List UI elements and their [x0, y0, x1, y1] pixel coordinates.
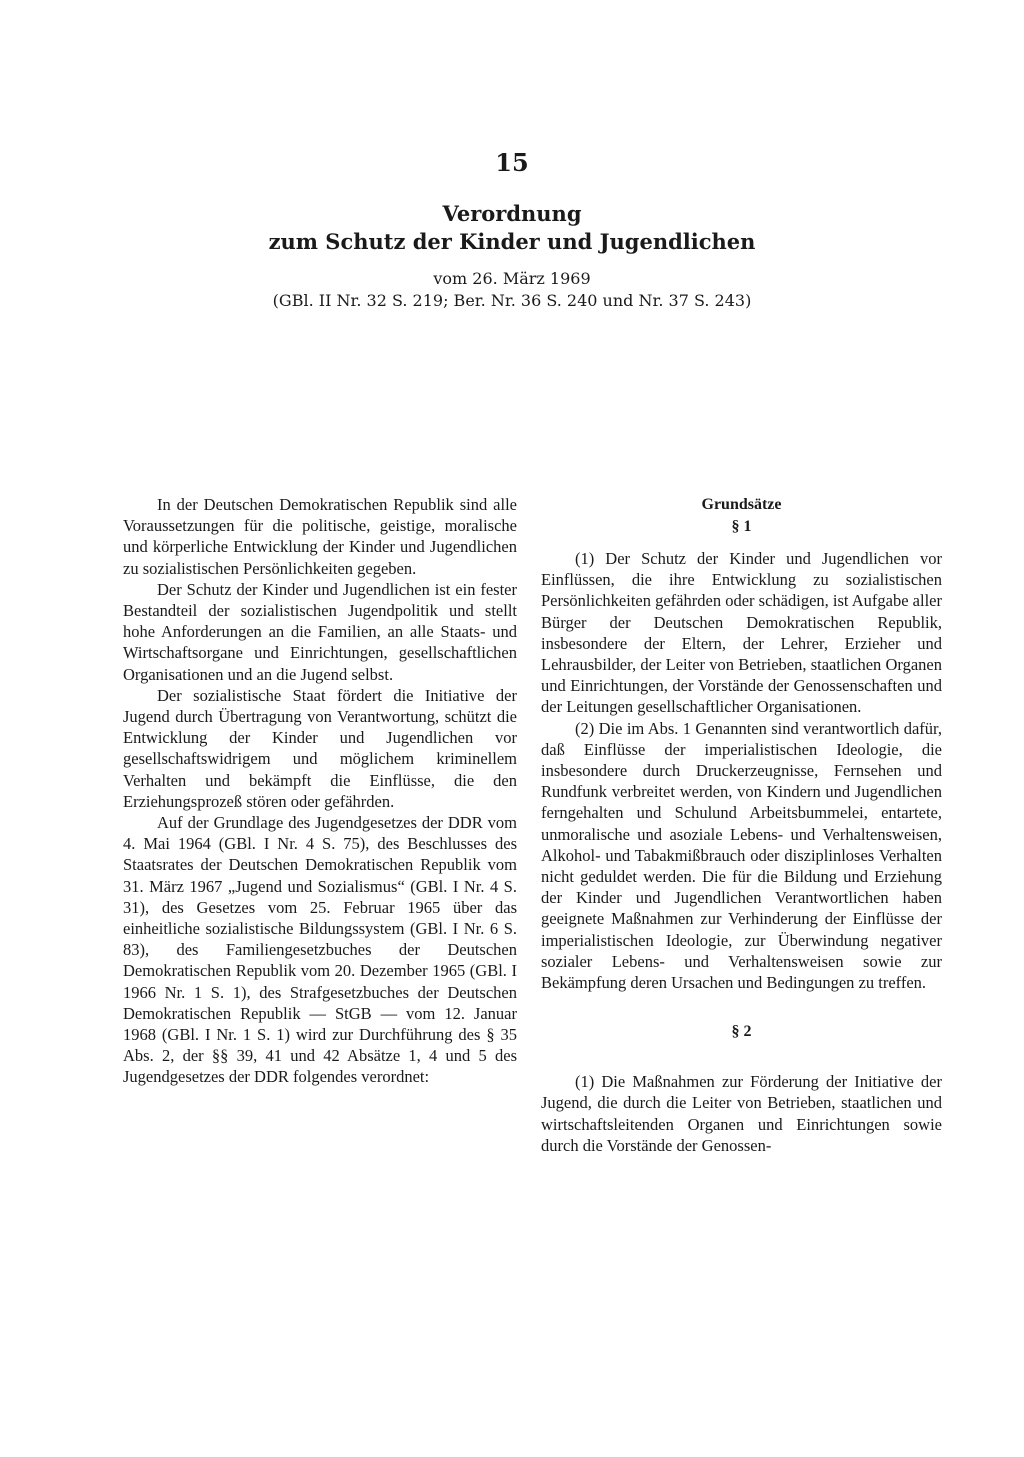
paragraph-heading-2: § 2 — [731, 1023, 752, 1041]
paragraph-1-item-1: (1) Der Schutz der Kinder und Jugendlichen vor Einflüssen, die ihre Entwicklung zu sozialistischen Persönlichkeiten gefährden oder schädigen, ist Aufgabe aller Bürger der Deutschen Demokratischen Republik, insbesondere der Eltern, der Lehrer, Erzieher und Lehrausbilder, der Leiter von Betrieben, staatlichen Organen und Einrichtungen, der Vorstände der Genossenschaften und der Leitungen gesellschaftlicher Organisationen. — [541, 549, 942, 717]
paragraph-2-item-1: (1) Die Maßnahmen zur Förderung der Initiative der Jugend, die durch die Leiter von Betrieben, staatlichen und wirtschaftsleitenden Organen und Einrichtungen sowie durch die Vorstände der Genossen- — [541, 1072, 942, 1155]
document-title — [0, 200, 1024, 256]
preamble-paragraph-3: Der sozialistische Staat fördert die Initiative der Jugend durch Übertragung von Verantwortung, schützt die Entwicklung der Kinder und Jugendlichen vor gesellschaftswidrigem und möglichem kriminellem Verhalten und bekämpft die Einflüsse, die den Erziehungsprozeß stören oder gefährden. — [123, 685, 517, 811]
date-line: vom 26. März 1969 — [433, 269, 591, 288]
preamble-paragraph-2: Der Schutz der Kinder und Jugendlichen ist ein fester Bestandteil der sozialistischen Jugendpolitik und stellt hohe Anforderungen an die Familien, an alle Staats- und Wirtschaftsorgane und Einrichtungen, gesellschaftlichen Organisationen und an die Jugend selbst. — [123, 579, 517, 684]
section-heading-grundsaetze: Grundsätze — [701, 496, 782, 513]
document-subtitle — [0, 268, 1024, 312]
source-line: (GBl. II Nr. 32 S. 219; Ber. Nr. 36 S. 240 und Nr. 37 S. 243) — [272, 291, 752, 310]
page-number: 15 — [495, 148, 529, 177]
title-line-1: Verordnung — [442, 201, 582, 226]
title-line-2: zum Schutz der Kinder und Jugendlichen — [268, 229, 756, 254]
paragraph-heading-1: § 1 — [731, 518, 752, 535]
preamble-paragraph-4: Auf der Grundlage des Jugendgesetzes der DDR vom 4. Mai 1964 (GBl. I Nr. 4 S. 75), des Beschlusses des Staatsrates der Deutschen Demokratischen Republik vom 31. März 1967 „Jugend und Sozialismus“ (GBl. I Nr. 4 S. 31), des Gesetzes vom 25. Februar 1965 über das einheitliche sozialistische Bildungssystem (GBl. I Nr. 6 S. 83), des Familiengesetzbuches der Deutschen Demokratischen Republik vom 20. Dezember 1965 (GBl. I 1966 Nr. 1 S. 1), des Strafgesetzbuches der Deutschen Demokratischen Republik — StGB — vom 12. Januar 1968 (GBl. I Nr. 1 S. 1) wird zur Durchführung des § 35 Abs. 2, der §§ 39, 41 und 42 Absätze 1, 4 und 5 des Jugendgesetzes der DDR folgendes verordnet: — [123, 813, 517, 1087]
paragraph-1-item-2: (2) Die im Abs. 1 Genannten sind verantwortlich dafür, daß Einflüsse der imperialistischen Ideologie, die insbesondere durch Druckerzeugnisse, Fernsehen und Rundfunk verbreitet werden, von Kindern und Jugendlichen ferngehalten und Schulund Arbeitsbummelei, entartete, unmoralische und asoziale Lebens- und Verhaltensweisen, Alkohol- und Tabakmißbrauch oder disziplinloses Verhalten nicht geduldet werden. Die für die Bildung und Erziehung der Kinder und Jugendlichen Verantwortlichen haben geeignete Maßnahmen zur Verhinderung der Einflüsse der imperialistischen Ideologie, zur Überwindung negativer sozialer Lebens- und Verhaltensweisen sowie zur Bekämpfung deren Ursachen und Bedingungen zu treffen. — [541, 718, 942, 993]
right-column — [541, 494, 942, 1156]
left-column — [123, 494, 517, 1088]
preamble-paragraph-1: In der Deutschen Demokratischen Republik sind alle Voraussetzungen für die politische, geistige, moralische und körperliche Entwicklung der Kinder und Jugendlichen zu sozialistischen Persönlichkeiten gegeben. — [123, 495, 517, 578]
